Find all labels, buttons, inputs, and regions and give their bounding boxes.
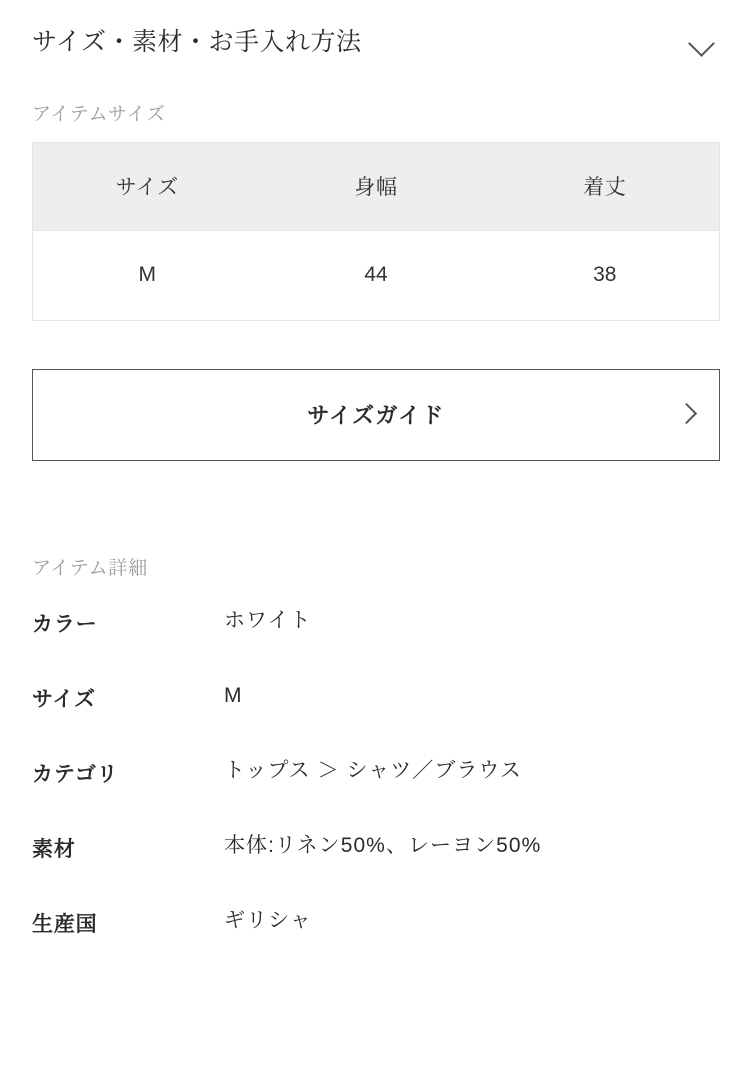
chevron-down-icon[interactable] [688,27,718,57]
table-header-cell-length: 着丈 [491,142,720,230]
table-cell-size: M [33,230,262,320]
detail-key-category: カテゴリ [32,762,119,786]
detail-value-country: ギリシャ [224,908,312,932]
list-item [32,908,720,938]
table-header-cell-size: サイズ [33,142,262,230]
detail-value-material: 本体:リネン50%、レーヨン50% [224,833,542,857]
table-header-row [33,142,720,230]
size-guide-label: サイズガイド [307,403,445,428]
detail-key-size: サイズ [32,687,96,711]
detail-value-color: ホワイト [224,608,312,632]
list-item [32,833,720,863]
table-row [33,230,720,320]
size-table [32,142,720,321]
list-item [32,758,720,788]
table-cell-length: 38 [491,230,720,320]
detail-key-color: カラー [32,612,98,636]
detail-value-size: M [224,683,243,707]
table-header-cell-width: 身幅 [262,142,491,230]
accordion-title: サイズ・素材・お手入れ方法 [32,28,362,56]
chevron-right-icon [679,406,697,424]
table-cell-width: 44 [262,230,491,320]
item-size-label: アイテムサイズ [32,103,166,125]
detail-key-material: 素材 [32,837,76,861]
item-details-list [32,608,720,938]
item-details-label: アイテム詳細 [32,557,148,579]
accordion-header-size-material-care[interactable] [32,0,720,69]
list-item [32,683,720,713]
detail-value-category: トップス ＞ シャツ／ブラウス [224,758,522,782]
detail-key-country: 生産国 [32,912,98,936]
size-guide-button[interactable] [32,369,720,461]
list-item [32,608,720,638]
